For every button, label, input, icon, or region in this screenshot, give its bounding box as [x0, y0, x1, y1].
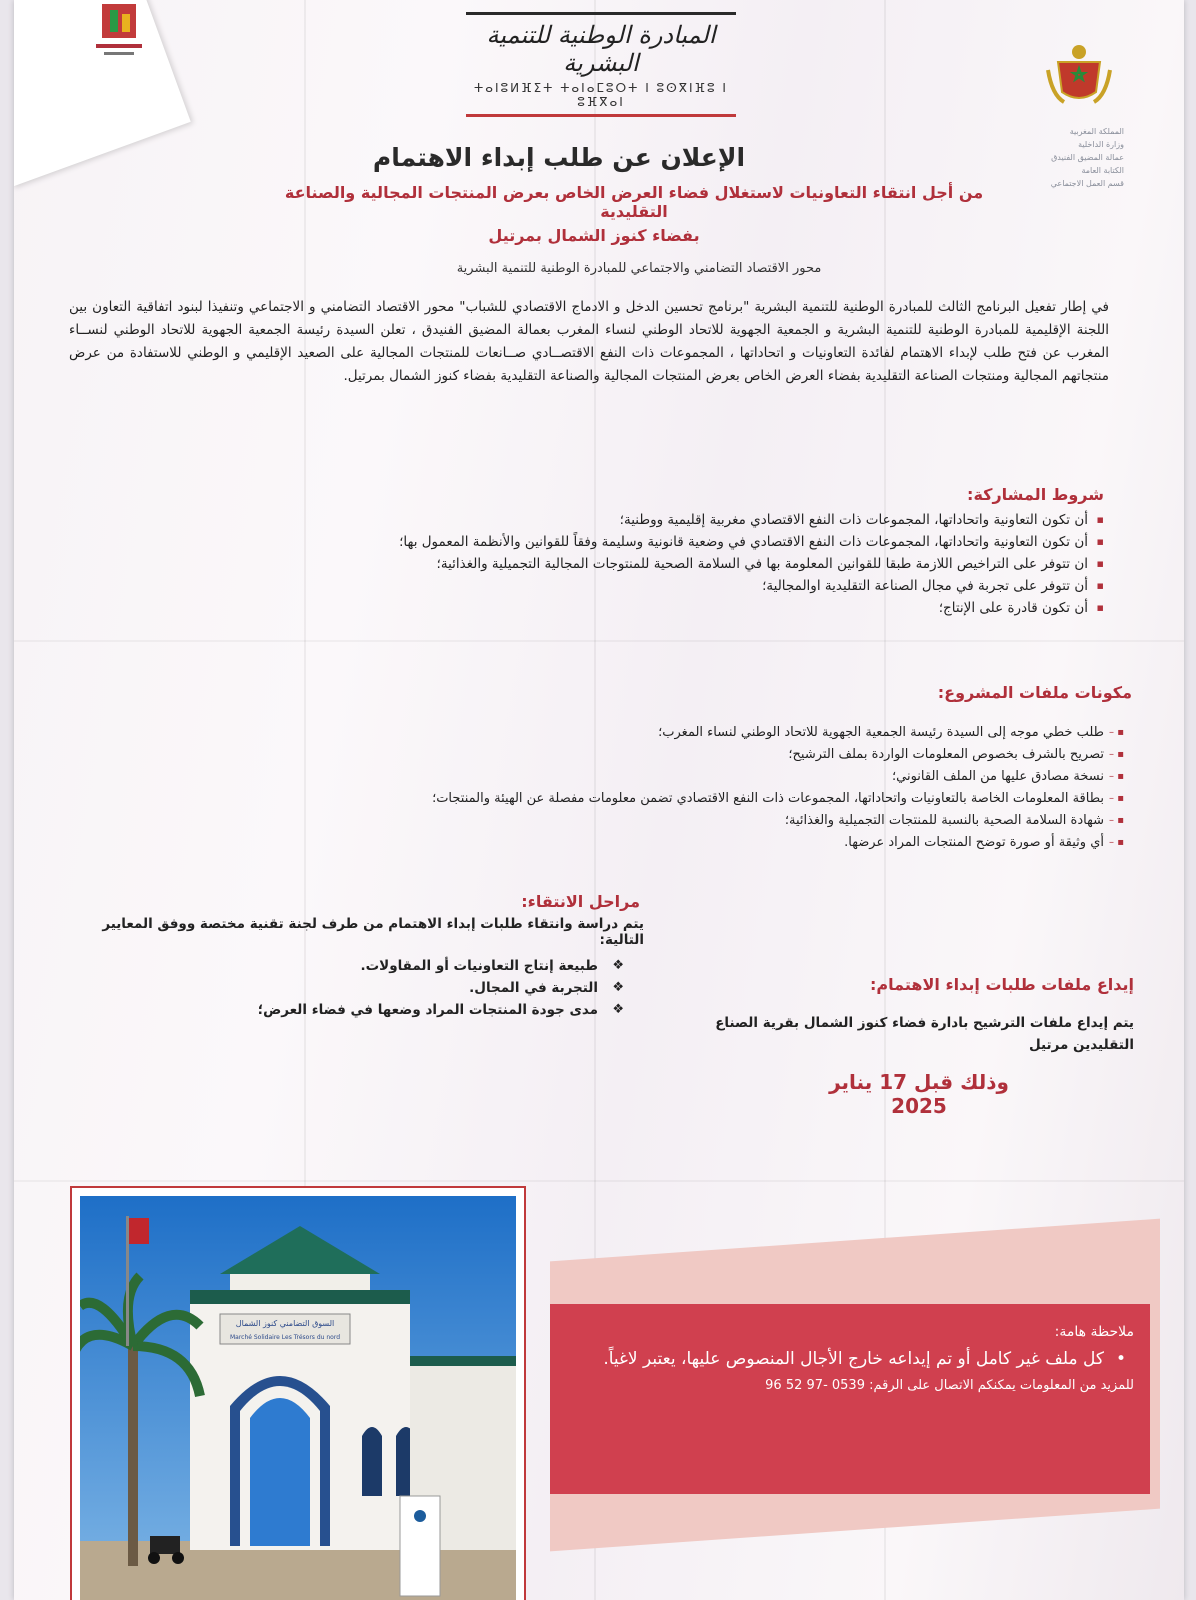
component-item: ▪ – أي وثيقة أو صورة توضح المنتجات المراد عرضها.: [324, 832, 1124, 854]
condition-item: ▪ أن تتوفر على تجربة في مجال الصناعة التقليدية اوالمجالية؛: [314, 575, 1104, 597]
important-note: [550, 1240, 1160, 1530]
moroccan-coat-of-arms-icon: [1044, 40, 1114, 110]
component-item: ▪ – نسخة مصادق عليها من الملف القانوني؛: [324, 766, 1124, 788]
condition-item: ▪ ان تتوفر على التراخيص اللازمة طبقا للقوانين المعلومة بها في السلامة الصحية للمنتوجات المجالية التجميلية والغذائية؛: [314, 553, 1104, 575]
condition-item: ▪ أن تكون التعاونية واتحاداتها، المجموعات ذات النفع الاقتصادي في وضعية قانونية وسليمة وفقاً للقوانين والأنظمة المعمول بها؛: [314, 531, 1104, 553]
ministry-line: المملكة المغربية: [1069, 127, 1124, 136]
components-list: [324, 722, 1124, 854]
ministry-line: قسم العمل الاجتماعي: [1050, 179, 1124, 188]
criterion-item: ❖ التجربة في المجال.: [254, 977, 624, 999]
document-page: [14, 0, 1184, 1600]
selection-intro: يتم دراسة وانتقاء طلبات إبداء الاهتمام من طرف لجنة تقنية مختصة ووفق المعايير التالية:: [102, 916, 644, 948]
contact-phone[interactable]: 0539 -97 52 96: [765, 1378, 865, 1393]
building-photo-frame: [70, 1186, 526, 1600]
deposit-title: إيداع ملفات طلبات إبداء الاهتمام:: [870, 975, 1134, 994]
ministry-line: وزارة الداخلية: [1078, 140, 1124, 149]
selection-criteria-list: [254, 955, 624, 1021]
criterion-item: ❖ مدى جودة المنتجات المراد وضعها في فضاء العرض؛: [254, 999, 624, 1021]
indh-header-logo: [466, 12, 736, 109]
indh-name-tifinagh: ⵜⴰⵏⵓⵍⴼⵉⵜ ⵜⴰⵏⴰⵎⵓⵔⵜ ⵏ ⵓⵙⴳⵏⴼⵓ ⵏ ⵓⴼⴳⴰⵏ: [474, 81, 728, 109]
note-contact-text: للمزيد من المعلومات يمكنكم الاتصال على الرقم:: [869, 1378, 1134, 1393]
component-item: ▪ – شهادة السلامة الصحية بالنسبة للمنتجات التجميلية والغذائية؛: [324, 810, 1124, 832]
note-title: ملاحظة هامة:: [1054, 1324, 1134, 1340]
building-illustration: [80, 1196, 516, 1600]
condition-item: ▪ أن تكون قادرة على الإنتاج؛: [314, 597, 1104, 619]
ministry-header: [1044, 125, 1124, 190]
note-contact: [566, 1378, 1134, 1393]
note-box: [550, 1304, 1150, 1494]
deposit-text: يتم إيداع ملفات الترشيح بادارة فضاء كنوز الشمال بقرية الصناع التقليدين مرتيل: [715, 1015, 1134, 1053]
component-item: ▪ – بطاقة المعلومات الخاصة بالتعاونيات واتحاداتها، المجموعات ذات النفع الاقتصادي تضمن معلومات مفصلة عن الهيئة والمنتجات؛: [324, 788, 1124, 810]
indh-name-arabic: المبادرة الوطنية للتنمية البشرية: [486, 21, 716, 77]
building-sign-arabic: السوق التضامني كنوز الشمال: [235, 1319, 335, 1328]
criterion-item: ❖ طبيعة إنتاج التعاونيات أو المقاولات.: [254, 955, 624, 977]
building-sign-french: Marché Solidaire Les Trésors du nord: [229, 1334, 341, 1341]
building-photo: [80, 1196, 516, 1600]
indh-small-logo: [84, 0, 154, 60]
selection-title: مراحل الانتقاء:: [521, 892, 640, 911]
announcement-location: بفضاء كنوز الشمال بمرتيل: [488, 226, 700, 245]
intro-paragraph: في إطار تفعيل البرنامج الثالث للمبادرة الوطنية للتنمية البشرية "برنامج تحسين الدخل و الادماج الاقتصادي للشباب" محور الاقتصاد التضامني و الاجتماعي وتنفيذا لبنود اتفاقية التعاون بين اللجنة الإقليمية للمبادرة الوطنية للتنمية البشرية و الجمعية الجهوية للاتحاد الوطني لنساء المغرب بعمالة المضيق الفنيدق ، تعلن السيدة رئيسة الجمعية الجهوية للاتحاد الوطني لنســاء المغرب عن فتح طلب لإبداء الاهتمام لفائدة التعاونيات و اتحاداتها ، المجموعات ذات النفع الاقتصــادي صــانعات للمنتجات المجالية على الصعيد الإقليمي و الوطني للاستفادة من عرض منتجاتهم المجالية ومنتجات الصناعة التقليدية بفضاء العرض الخاص بعرض المنتجات المجالية والصناعة التقليدية بفضاء كنوز الشمال بمرتيل.: [69, 299, 1109, 384]
condition-item: ▪ أن تكون التعاونية واتحاداتها، المجموعات ذات النفع الاقتصادي مغربية إقليمية ووطنية؛: [314, 509, 1104, 531]
announcement-subtitle: من أجل انتقاء التعاونيات لاستغلال فضاء العرض الخاص بعرض المنتجات المجالية والصناعة التقليدية: [284, 183, 984, 221]
note-bullet: • كل ملف غير كامل أو تم إيداعه خارج الأجال المنصوص عليها، يعتبر لاغياً.: [566, 1346, 1134, 1372]
component-item: ▪ – طلب خطي موجه إلى السيدة رئيسة الجمعية الجهوية للاتحاد الوطني لنساء المغرب؛: [324, 722, 1124, 744]
conditions-title: شروط المشاركة:: [967, 485, 1104, 504]
conditions-list: [314, 509, 1104, 619]
components-title: مكونات ملفات المشروع:: [937, 683, 1132, 702]
component-item: ▪ – تصريح بالشرف بخصوص المعلومات الواردة بملف الترشيح؛: [324, 744, 1124, 766]
deposit-deadline: وذلك قبل 17 يناير 2025: [829, 1070, 1009, 1118]
announcement-title: الإعلان عن طلب إبداء الاهتمام: [372, 143, 746, 172]
program-axis: محور الاقتصاد التضامني والاجتماعي للمبادرة الوطنية للتنمية البشرية: [456, 261, 822, 276]
ministry-line: عمالة المضيق الفنيدق: [1051, 153, 1124, 162]
ministry-line: الكتابة العامة: [1081, 166, 1124, 175]
